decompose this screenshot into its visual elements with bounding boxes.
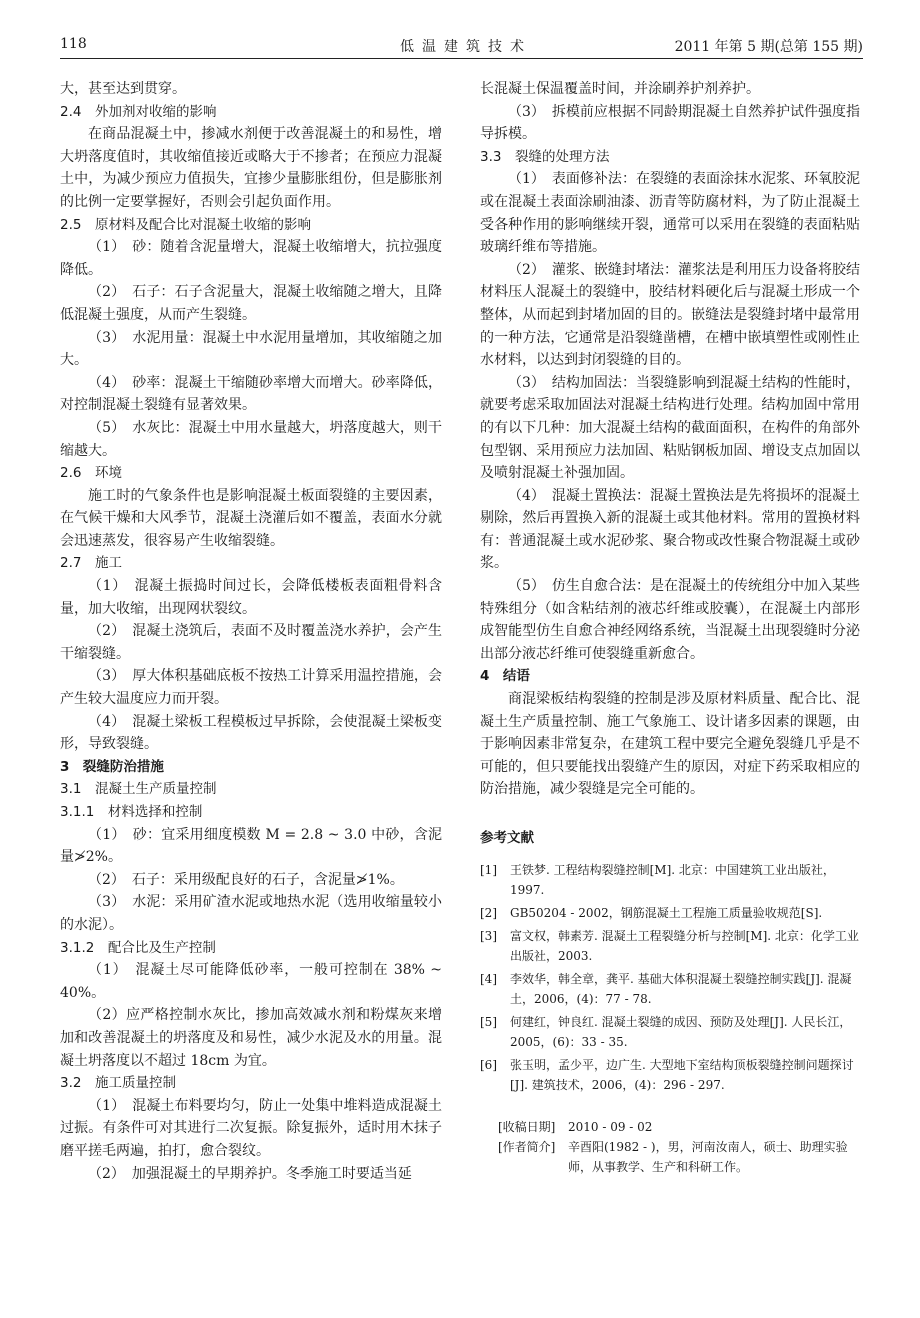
author-row	[480, 1137, 860, 1177]
body-paragraph: （5） 仿生自愈合法：是在混凝土的传统组分中加入某些特殊组分（如含粘结剂的液芯纤维或胶囊），在混凝土内部形成智能型仿生自愈合神经网络系统，当混凝土出现裂缝时分泌出部分液芯纤维可使裂缝重新愈合。	[480, 578, 860, 662]
body-paragraph: 在商品混凝土中，掺减水剂便于改善混凝土的和易性，增大坍落度值时，其收缩值接近或略大于不掺者；在预应力混凝土中，为减少预应力值损失，宜掺少量膨胀组份，但是膨胀剂的比例一定要掌握好，否则会引起负面作用。	[60, 126, 442, 210]
body-paragraph: （1） 表面修补法：在裂缝的表面涂抹水泥浆、环氧胶泥或在混凝土表面涂刷油漆、沥青等防腐材料，为了防止混凝土受各种作用的影响继续开裂，通常可以采用在裂缝的表面粘贴玻璃纤维布等措施。	[480, 171, 860, 256]
body-paragraph: （1） 砂：随着含泥量增大，混凝土收缩增大，抗拉强度降低。	[60, 239, 442, 278]
running-header	[60, 34, 863, 59]
section-heading: 3.1.2 配合比及生产控制	[60, 939, 216, 956]
reference-text: GB50204 - 2002，钢筋混凝土工程施工质量验收规范[S].	[510, 905, 823, 920]
author-bio: 辛酉阳(1982 - )，男，河南汝南人，硕士、助理实验师，从事教学、生产和科研工作。	[568, 1139, 848, 1174]
section-heading: 3.3 裂缝的处理方法	[480, 148, 610, 165]
reference-text: 何建红，钟良红. 混凝土裂缝的成因、预防及处理[J]. 人民长江，2005，(6)：33 - 35.	[510, 1014, 852, 1049]
body-paragraph: （4） 混凝土置换法：混凝土置换法是先将损坏的混凝土剔除，然后再置换入新的混凝土或其他材料。常用的置换材料有：普通混凝土或水泥砂浆、聚合物或改性聚合物混凝土或砂浆。	[480, 487, 860, 572]
body-paragraph: （3） 水泥用量：混凝土中水泥用量增加，其收缩随之加大。	[60, 329, 442, 369]
body-paragraph: （1） 混凝土布料要均匀，防止一处集中堆料造成混凝土过振。有条件可对其进行二次复振。除复振外，适时用木抹子磨平搓毛两遍，拍打，愈合裂纹。	[60, 1097, 442, 1159]
reference-number: [3]	[480, 928, 497, 943]
body-paragraph: （5） 水灰比：混凝土中用水量越大，坍落度越大，则干缩越大。	[60, 419, 442, 459]
reference-item	[480, 969, 860, 1009]
section-heading: 2.4 外加剂对收缩的影响	[60, 103, 217, 120]
body-paragraph: （4） 砂率：混凝土干缩随砂率增大而增大。砂率降低，对控制混凝土裂缝有显著效果。	[60, 374, 442, 414]
left-column	[60, 78, 442, 1185]
reference-item	[480, 1012, 860, 1052]
reference-text: 张玉明，孟少平，边广生. 大型地下室结构顶板裂缝控制问题探讨[J]. 建筑技术，2006，(4)：296 - 297.	[510, 1057, 854, 1092]
section-heading: 3 裂缝防治措施	[60, 758, 164, 775]
reference-number: [2]	[480, 905, 497, 920]
body-paragraph: （2） 灌浆、嵌缝封堵法：灌浆法是利用压力设备将胶结材料压人混凝土的裂缝中，胶结材料硬化后与混凝土形成一个整体，从而起到封堵加固的目的。嵌缝法是裂缝封堵中最常用的一种方法，它通常是沿裂缝凿槽，在槽中嵌填塑性或刚性止水材料，以达到封闭裂缝的目的。	[480, 261, 860, 369]
section-heading: 4 结语	[480, 668, 530, 685]
section-heading: 2.7 施工	[60, 555, 122, 572]
reference-text: 富文权，韩素芳. 混凝土工程裂缝分析与控制[M]. 北京：化学工业出版社，2003.	[510, 928, 859, 963]
right-column-body	[480, 78, 860, 801]
body-paragraph: （2） 石子：石子含泥量大，混凝土收缩随之增大，且降低混凝土强度，从而产生裂缝。	[60, 284, 442, 323]
reference-number: [4]	[480, 971, 497, 986]
section-heading: 2.6 环境	[60, 465, 122, 482]
reference-item	[480, 903, 860, 923]
body-paragraph: （1） 混凝土尽可能降低砂率，一般可控制在 38% ~ 40%。	[60, 962, 442, 1001]
reference-item	[480, 860, 860, 900]
body-paragraph: （3） 厚大体积基础底板不按热工计算采用温控措施，会产生较大温度应力而开裂。	[60, 668, 442, 708]
reference-number: [5]	[480, 1014, 497, 1029]
body-paragraph: （2）应严格控制水灰比，掺加高效减水剂和粉煤灰来增加和改善混凝土的坍落度及和易性，减少水泥及水的用量。混凝土坍落度以不超过 18cm 为宜。	[60, 1007, 442, 1069]
right-column	[480, 78, 860, 1177]
body-paragraph: （2） 石子：采用级配良好的石子，含泥量≯1%。	[88, 871, 404, 888]
journal-name: 低温建筑技术	[400, 39, 532, 55]
body-paragraph: （2） 加强混凝土的早期养护。冬季施工时要适当延	[88, 1165, 412, 1182]
reference-text: 李效华，韩全章，龚平. 基础大体积混凝土裂缝控制实践[J]. 混凝土，2006，(4)：77 - 78.	[510, 971, 852, 1006]
references-title: 参考文献	[480, 830, 534, 846]
reference-text: 王铁梦. 工程结构裂缝控制[M]. 北京：中国建筑工业出版社，1997.	[510, 862, 835, 897]
received-date: 2010 - 09 - 02	[568, 1119, 653, 1134]
body-paragraph: （2） 混凝土浇筑后，表面不及时覆盖浇水养护，会产生干缩裂缝。	[60, 623, 442, 662]
author-label: [作者简介]	[498, 1139, 556, 1154]
section-heading: 3.1 混凝土生产质量控制	[60, 781, 217, 798]
issue-info: 2011 年第 5 期(总第 155 期)	[674, 39, 863, 55]
section-heading: 2.5 原材料及配合比对混凝土收缩的影响	[60, 216, 311, 233]
references-list	[480, 860, 860, 1095]
body-paragraph: （3） 拆模前应根据不同龄期混凝土自然养护试件强度指导拆模。	[480, 103, 860, 143]
received-label: [收稿日期]	[498, 1119, 556, 1134]
reference-number: [6]	[480, 1057, 497, 1072]
reference-item	[480, 926, 860, 966]
body-paragraph: 商混梁板结构裂缝的控制是涉及原材料质量、配合比、混凝土生产质量控制、施工气象施工、设计诸多因素的课题，由于影响因素非常复杂，在建筑工程中要完全避免裂缝几乎是不可能的，但只要能找出裂缝产生的原因，对症下药采取相应的防治措施，减少裂缝是完全可能的。	[480, 691, 860, 798]
body-paragraph: 大，甚至达到贯穿。	[60, 81, 186, 97]
received-row	[480, 1117, 860, 1137]
section-heading: 3.2 施工质量控制	[60, 1075, 176, 1092]
body-paragraph: （1） 砂：宜采用细度模数 M = 2.8 ~ 3.0 中砂，含泥量≯2%。	[60, 826, 442, 866]
reference-number: [1]	[480, 862, 497, 877]
body-paragraph: （4） 混凝土梁板工程模板过早拆除，会使混凝土梁板变形，导致裂缝。	[60, 713, 442, 753]
body-paragraph: （3） 水泥：采用矿渣水泥或地热水泥（选用收缩量较小的水泥）。	[60, 894, 442, 933]
section-heading: 3.1.1 材料选择和控制	[60, 804, 203, 820]
article-meta	[480, 1117, 860, 1177]
body-paragraph: （1） 混凝土振捣时间过长，会降低楼板表面粗骨料含量，加大收缩，出现网状裂纹。	[60, 578, 442, 617]
reference-item	[480, 1055, 860, 1095]
body-paragraph: （3） 结构加固法：当裂缝影响到混凝土结构的性能时，就要考虑采取加固法对混凝土结构进行处理。结构加固中常用的有以下几种：加大混凝土结构的截面面积，在构件的角部外包型钢、采用预应力法加固、粘贴钢板加固、增设支点加固以及喷射混凝土补强加固。	[480, 374, 860, 482]
page-number: 118	[60, 36, 87, 52]
body-paragraph: 施工时的气象条件也是影响混凝土板面裂缝的主要因素，在气候干燥和大风季节，混凝土浇灌后如不覆盖，表面水分就会迅速蒸发，很容易产生收缩裂缝。	[60, 487, 442, 549]
body-paragraph: 长混凝土保温覆盖时间，并涂刷养护剂养护。	[480, 81, 760, 97]
